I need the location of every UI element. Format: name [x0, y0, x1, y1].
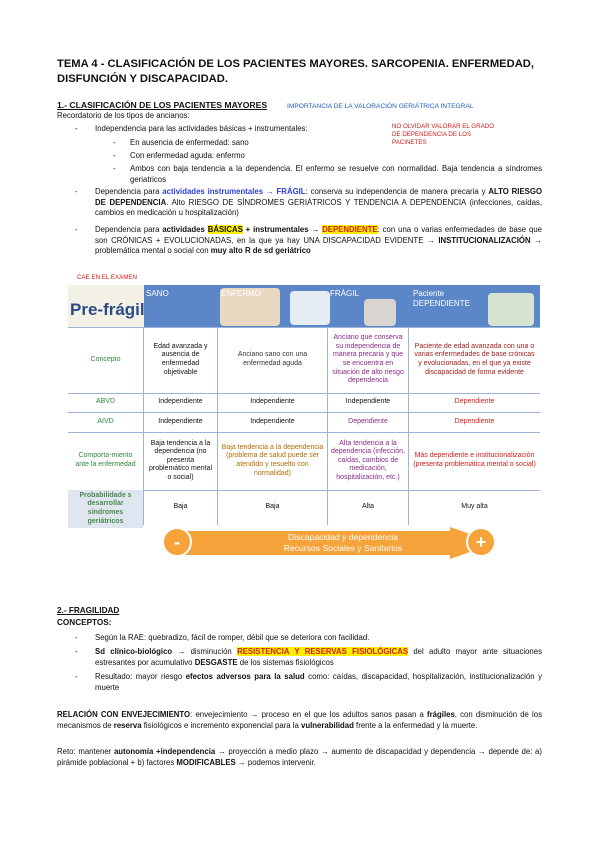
text: frente a la enfermedad y la muerte. — [353, 720, 478, 730]
cell-abvd-dependiente: Dependiente — [454, 398, 495, 406]
row-label-abvd: ABVD — [95, 398, 116, 406]
text: de los sistemas fisiológicos — [237, 657, 334, 667]
cell-concepto-enfermo: Anciano sano con una enfermedad aguda — [237, 351, 308, 367]
text: → podemos intervenir. — [235, 757, 316, 767]
text: RELACIÓN CON ENVEJECIMIENTO — [57, 710, 191, 719]
text: Reto: mantener — [57, 747, 114, 756]
photo-enfermo — [290, 291, 330, 325]
text: : con una o varias enfermedades de base que son CRÓNICAS + EVOLUCIONADAS, en la que ya hay UNA DISCAPACIDAD EVIDENTE → — [95, 225, 542, 245]
bullet-fragil — [95, 187, 542, 219]
text-resistencia: RESISTENCIA Y RESERVAS FISIOLÓGICAS — [237, 647, 409, 656]
cell-prob-fragil: Alta — [361, 502, 375, 510]
concept-sd — [95, 647, 542, 668]
header-fragil: FRÁGIL — [330, 289, 359, 298]
text: efectos adversos para la salud — [185, 672, 305, 681]
text: + instrumentales — [242, 225, 309, 234]
arrow-line-1: Discapacidad y dependencia — [288, 532, 398, 542]
relacion-paragraph — [57, 710, 542, 731]
text-alto-riesgo: ALTO RIESGO DE DEPENDENCIA — [95, 187, 543, 207]
bullet-independence: - Independencia para las actividades básicas + instrumentales: — [95, 124, 308, 135]
arrow-line-2: Recursos Sociales y Sanitarios — [283, 543, 403, 553]
text: . Alto RIESGO DE SÍNDROMES GERIÁTRICOS Y TENDENCIA A DEPENDENCIA (infecciones, caídas, cambios en medicación u hospitalización) — [95, 197, 542, 218]
text: → problemática mental o social con — [95, 235, 542, 256]
cell-aivd-enfermo: Independiente — [250, 417, 295, 425]
arrow-text — [238, 532, 448, 554]
text: → proyección a medio plazo → aumento de discapacidad y dependencia → depende de: a) pirámide poblacional + b) factores — [57, 747, 542, 767]
header-enfermo: ENFERMO — [221, 289, 261, 298]
text-fragil: actividades instrumentales → FRÁGIL — [162, 187, 306, 196]
text: : conserva su independencia de manera precaria y — [305, 187, 489, 196]
text: vulnerabilidad — [301, 720, 354, 730]
bullet-enfermo: - Con enfermedad aguda: enfermo — [130, 151, 245, 162]
cell-concepto-dependiente: Paciente de edad avanzada con una o varias enfermedades de base crónicas y evolucionadas, en el que ya existe discapacidad de forma evidente — [414, 342, 535, 376]
cell-comp-dependiente: Más dependiente e institucionalización (presenta problemática mental o social) — [413, 452, 536, 468]
text-institucionalizacion: INSTITUCIONALIZACIÓN — [438, 235, 531, 245]
text: Dependencia para — [95, 225, 163, 234]
text: MODIFICABLES — [176, 757, 236, 767]
text-alto-r: muy alto R de sd geriátrico — [210, 246, 311, 256]
bullet-dependiente — [95, 225, 542, 257]
cell-abvd-enfermo: Independiente — [250, 398, 295, 406]
note-dependency: NO OLVIDAR VALORAR EL GRADO DE DEPENDENCIA DE LOS PACINETES — [392, 123, 495, 146]
text: → — [308, 225, 323, 234]
photo-dependiente — [488, 293, 534, 326]
row-label-probabilidad: Probabilidade s desarrollar síndromes geriátricos — [79, 491, 132, 525]
text: Resultado: mayor riesgo — [95, 672, 186, 681]
row-label-concepto: Concepto — [90, 355, 121, 363]
section-2-heading: 2.- FRAGILIDAD — [57, 606, 120, 615]
text: Dependencia para — [95, 187, 163, 196]
row-label-aivd: AIVD — [97, 417, 114, 425]
plus-circle: + — [466, 527, 496, 557]
bullet-ambos: - Ambos con baja tendencia a la dependencia. El enfermo se resuelve con normalidad. Baja tendencia a síndromes geriatricos — [130, 164, 542, 185]
text: como: caídas, discapacidad, hospitalización, institucionalización y muerte — [95, 672, 542, 692]
text: fisiológicos e incremento exponencial para la — [141, 720, 302, 730]
cell-aivd-fragil: Dependiente — [348, 417, 388, 425]
text: Sd clínico-biológico — [95, 647, 173, 656]
bullet-sano: - En ausencia de enfermedad: sano — [130, 138, 249, 149]
prefragil-label: Pre-frágil — [70, 300, 145, 319]
cell-concepto-fragil: Anciano que conserva su independencia de manera precaria y que se encuentra en situación de alto riesgo dependencia — [332, 334, 404, 385]
photo-fragil — [364, 299, 396, 326]
text: autonomía +independencia — [113, 747, 216, 756]
text: → disminución — [172, 647, 238, 656]
text: del adulto mayor ante situaciones estresantes por acumulativo — [95, 647, 543, 667]
text: : envejecimiento → proceso en el que los adultos sanos pasan a — [190, 710, 428, 719]
text: frágiles — [427, 710, 455, 719]
cae-label: CAE EN EL EXAMEN — [77, 274, 137, 281]
header-sano: SANO — [146, 289, 169, 298]
text: reserva — [113, 720, 142, 730]
cell-prob-enfermo: Baja — [265, 502, 280, 510]
intro-text: Recordatorio de los tipos de ancianos: — [57, 111, 190, 120]
cell-abvd-fragil: Independiente — [345, 398, 391, 406]
cell-prob-dependiente: Muy alta — [461, 502, 488, 510]
cell-comp-enfermo: Baja tendencia a la dependencia (problema de salud puede ser atendido y resuelto con normalidad) — [221, 443, 324, 477]
section-1-heading: 1.- CLASIFICACIÓN DE LOS PACIENTES MAYORES — [57, 100, 268, 110]
cell-abvd-sano: Independiente — [158, 398, 203, 406]
text: , con disminución de los mecanismos de — [57, 710, 542, 730]
classification-table — [68, 285, 540, 556]
cell-comp-fragil: Alta tendencia a la dependencia (infección, caídas, cambios de medicación, hospitalización, etc.) — [331, 439, 405, 481]
concepts-heading: CONCEPTOS: — [57, 618, 112, 627]
text-basicas: BÁSICAS — [207, 225, 243, 234]
cell-comp-sano: Baja tendencia a la dependencia (no presenta problemático mental o social) — [148, 439, 213, 481]
cell-aivd-dependiente: Dependiente — [454, 417, 495, 425]
text: actividades — [162, 225, 208, 234]
note-importance: IMPORTANCIA DE LA VALORACIÓN GERIÁTRICA INTEGRAL — [287, 103, 474, 110]
cell-aivd-sano: Independiente — [158, 417, 203, 425]
cell-concepto-sano: Edad avanzada y ausencia de enfermedad objetivable — [153, 342, 208, 376]
page-title: TEMA 4 - CLASIFICACIÓN DE LOS PACIENTES MAYORES. SARCOPENIA. ENFERMEDAD, DISFUNCIÓN Y DISCAPACIDAD. — [57, 58, 534, 85]
concept-rae: - Según la RAE: quebradizo, fácil de romper, débil que se deteriora con facilidad. — [95, 633, 542, 644]
text: DESGASTE — [194, 657, 238, 667]
concept-resultado — [95, 672, 542, 693]
header-dependiente: Paciente DEPENDIENTE — [413, 289, 470, 308]
text-dependiente: DEPENDIENTE — [322, 225, 378, 234]
cell-prob-sano: Baja — [173, 502, 188, 510]
row-label-comportamiento: Comporta-miento ante la enfermedad — [75, 452, 136, 468]
reto-paragraph — [57, 747, 542, 768]
minus-circle: - — [162, 527, 192, 557]
